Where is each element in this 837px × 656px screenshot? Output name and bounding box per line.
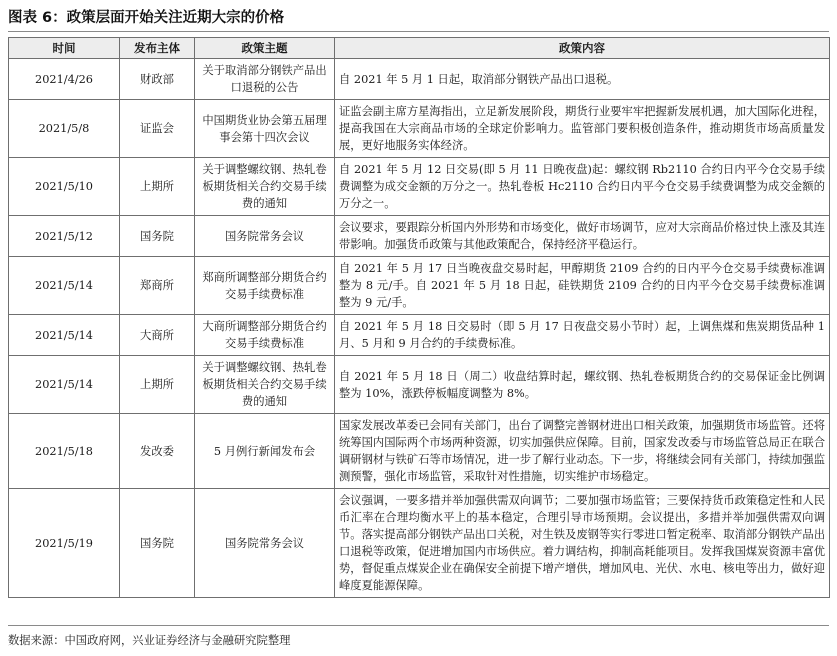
cell-topic: 关于调整螺纹钢、热轧卷板期货相关合约交易手续费的通知: [195, 158, 335, 216]
table-row: [9, 414, 830, 489]
table-row: [9, 356, 830, 414]
cell-content: 自 2021 年 5 月 1 日起，取消部分钢铁产品出口退税。: [335, 59, 830, 100]
header-date: 时间: [9, 38, 120, 59]
table-row: [9, 489, 830, 598]
cell-topic: 中国期货业协会第五届理事会第十四次会议: [195, 100, 335, 158]
cell-topic: 5 月例行新闻发布会: [195, 414, 335, 489]
cell-org: 大商所: [120, 315, 195, 356]
data-source-note: 数据来源：中国政府网，兴业证券经济与金融研究院整理: [8, 634, 291, 647]
header-org: 发布主体: [120, 38, 195, 59]
cell-date: 2021/5/10: [9, 158, 120, 216]
cell-topic: 国务院常务会议: [195, 489, 335, 598]
cell-topic: 国务院常务会议: [195, 216, 335, 257]
table-row: [9, 59, 830, 100]
cell-topic: 大商所调整部分期货合约交易手续费标准: [195, 315, 335, 356]
cell-org: 发改委: [120, 414, 195, 489]
cell-date: 2021/5/18: [9, 414, 120, 489]
cell-content: 国家发展改革委已会同有关部门，出台了调整完善钢材进出口相关政策，加强期货市场监管。还将统筹国内国际两个市场两种资源，切实加强供应保障。目前，国家发改委与市场监管总局正在联合调研钢材与铁矿石等市场情况，进一步了解行业动态。下一步，将继续会同有关部门，持续加强监测预警，强化市场监管，采取针对性措施，切实维护市场稳定。: [335, 414, 830, 489]
figure-title: 图表 6：政策层面开始关注近期大宗的价格: [8, 10, 285, 26]
cell-content: 自 2021 年 5 月 12 日交易(即 5 月 11 日晚夜盘)起：螺纹钢 Rb2110 合约日内平今仓交易手续费调整为成交金额的万分之一。热轧卷板 Hc2110 合约日内平今仓交易手续费调整为成交金额的万分之一。: [335, 158, 830, 216]
cell-date: 2021/5/12: [9, 216, 120, 257]
header-topic: 政策主题: [195, 38, 335, 59]
footer-divider: [8, 625, 829, 626]
cell-topic: 关于调整螺纹钢、热轧卷板期货相关合约交易手续费的通知: [195, 356, 335, 414]
cell-topic: 关于取消部分钢铁产品出口退税的公告: [195, 59, 335, 100]
cell-content: 自 2021 年 5 月 17 日当晚夜盘交易时起，甲醇期货 2109 合约的日内平今仓交易手续费标准调整为 8 元/手。自 2021 年 5 月 18 日起，硅铁期货 2109 合约的日内平今仓交易手续费标准调整为 9 元/手。: [335, 257, 830, 315]
cell-date: 2021/5/14: [9, 315, 120, 356]
table-row: [9, 315, 830, 356]
cell-org: 郑商所: [120, 257, 195, 315]
table-row: [9, 216, 830, 257]
policy-table: [8, 37, 830, 598]
table-row: [9, 257, 830, 315]
cell-date: 2021/4/26: [9, 59, 120, 100]
cell-org: 上期所: [120, 158, 195, 216]
cell-org: 财政部: [120, 59, 195, 100]
title-divider: [8, 31, 829, 32]
cell-date: 2021/5/14: [9, 257, 120, 315]
cell-org: 证监会: [120, 100, 195, 158]
table-row: [9, 158, 830, 216]
cell-content: 自 2021 年 5 月 18 日交易时（即 5 月 17 日夜盘交易小节时）起，上调焦煤和焦炭期货品种 1 月、5 月和 9 月合约的手续费标准。: [335, 315, 830, 356]
cell-date: 2021/5/8: [9, 100, 120, 158]
cell-org: 上期所: [120, 356, 195, 414]
cell-org: 国务院: [120, 489, 195, 598]
header-content: 政策内容: [335, 38, 830, 59]
cell-org: 国务院: [120, 216, 195, 257]
cell-date: 2021/5/19: [9, 489, 120, 598]
cell-content: 自 2021 年 5 月 18 日（周二）收盘结算时起，螺纹钢、热轧卷板期货合约的交易保证金比例调整为 10%，涨跌停板幅度调整为 8%。: [335, 356, 830, 414]
cell-date: 2021/5/14: [9, 356, 120, 414]
table-header-row: [9, 38, 830, 59]
table-row: [9, 100, 830, 158]
cell-topic: 郑商所调整部分期货合约交易手续费标准: [195, 257, 335, 315]
cell-content: 会议强调，一要多措并举加强供需双向调节；二要加强市场监管；三要保持货币政策稳定性和人民币汇率在合理均衡水平上的基本稳定，合理引导市场预期。会议提出，多措并举加强供需双向调节。落实提高部分钢铁产品出口关税，对生铁及废钢等实行零进口暂定税率、取消部分钢铁产品出口退税等政策，促进增加国内市场供应。着力调结构，抑制高耗能项目。发挥我国煤炭资源丰富优势，督促重点煤炭企业在确保安全前提下增产增供，增加风电、光伏、水电、核电等出力，做好迎峰度夏能源保障。: [335, 489, 830, 598]
cell-content: 会议要求，要跟踪分析国内外形势和市场变化，做好市场调节，应对大宗商品价格过快上涨及其连带影响。加强货币政策与其他政策配合，保持经济平稳运行。: [335, 216, 830, 257]
cell-content: 证监会副主席方星海指出，立足新发展阶段，期货行业要牢牢把握新发展机遇，加大国际化进程，提高我国在大宗商品市场的全球定价影响力。监管部门要积极创造条件，推动期货市场高质量发展，更好地服务实体经济。: [335, 100, 830, 158]
